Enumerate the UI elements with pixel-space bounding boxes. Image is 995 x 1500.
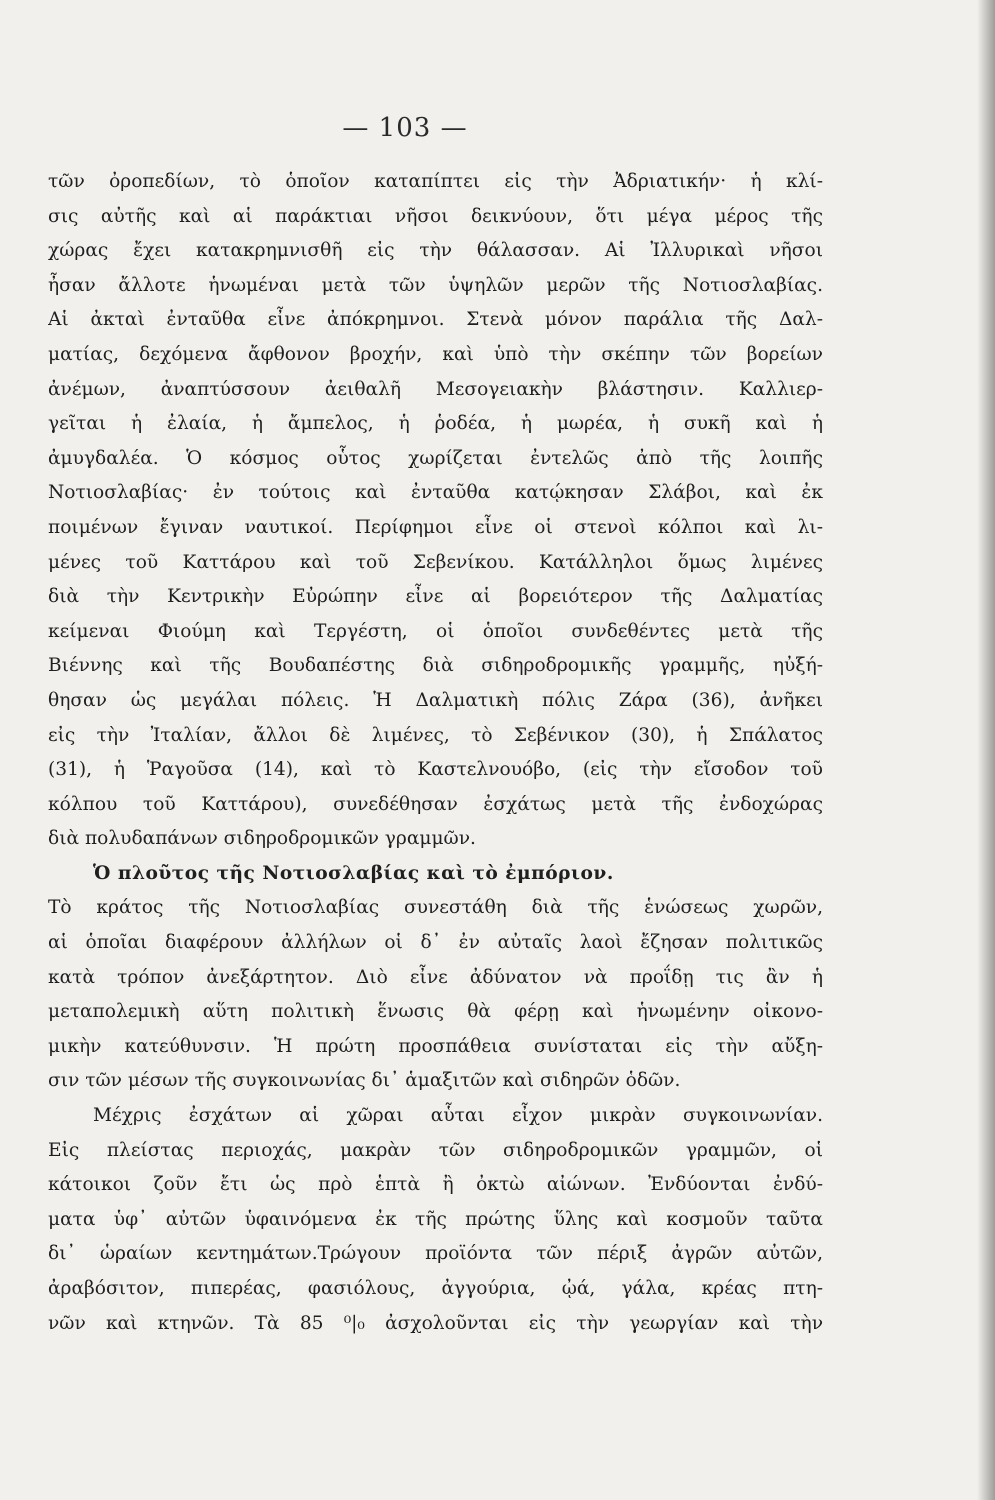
text-line: κείμεναι Φιούμη καὶ Τεργέστη, οἱ ὁποῖοι συνδεθέντες μετὰ τῆς xyxy=(48,620,823,642)
text-line: Βιέννης καὶ τῆς Βουδαπέστης διὰ σιδηροδρομικῆς γραμμῆς, ηὐξή- xyxy=(48,655,823,677)
text-line: διὰ πολυδαπάνων σιδηροδρομικῶν γραμμῶν. xyxy=(48,828,476,850)
section-heading: Ὁ πλοῦτος τῆς Νοτιοσλαβίας καὶ τὸ ἐμπόριον. xyxy=(93,862,614,884)
text-line: κόλπου τοῦ Καττάρου), συνεδέθησαν ἐσχάτως μετὰ τῆς ἐνδοχώρας xyxy=(48,793,823,815)
text-line: ἀραβόσιτον, πιπερέας, φασιόλους, ἀγγούρια, ᾠά, γάλα, κρέας πτη- xyxy=(48,1278,823,1299)
text-line: Τὸ κράτος τῆς Νοτιοσλαβίας συνεστάθη διὰ τῆς ἑνώσεως χωρῶν, xyxy=(48,897,823,919)
text-line: ματίας, δεχόμενα ἄφθονον βροχήν, καὶ ὑπὸ τὴν σκέπην τῶν βορείων xyxy=(48,343,823,365)
text-line: μικὴν κατεύθυνσιν. Ἡ πρώτη προσπάθεια συνίσταται εἰς τὴν αὔξη- xyxy=(48,1035,823,1057)
text-line: εἰς τὴν Ἰταλίαν, ἄλλοι δὲ λιμένες, τὸ Σεβένικον (30), ἡ Σπάλατος xyxy=(48,724,823,746)
text-line: ἀμυγδαλέα. Ὁ κόσμος οὗτος χωρίζεται ἐντελῶς ἀπὸ τῆς λοιπῆς xyxy=(48,447,823,469)
body-text xyxy=(48,165,823,1341)
text-line: σις αὐτῆς καὶ αἱ παράκτιαι νῆσοι δεικνύουν, ὅτι μέγα μέρος τῆς xyxy=(48,205,823,227)
text-line: ἦσαν ἄλλοτε ἡνωμέναι μετὰ τῶν ὑψηλῶν μερῶν τῆς Νοτιοσλαβίας. xyxy=(48,274,823,296)
text-line: κατὰ τρόπον ἀνεξάρτητον. Διὸ εἶνε ἀδύνατον νὰ προΐδῃ τις ἂν ἡ xyxy=(48,966,823,988)
text-line: χώρας ἔχει κατακρημνισθῆ εἰς τὴν θάλασσαν. Αἱ Ἰλλυρικαὶ νῆσοι xyxy=(48,240,823,262)
text-line: νῶν καὶ κτηνῶν. Τὰ 85 ⁰|₀ ἀσχολοῦνται εἰς τὴν γεωργίαν καὶ τὴν xyxy=(48,1312,823,1334)
text-line: αἱ ὁποῖαι διαφέρουν ἀλλήλων οἱ δ᾽ ἐν αὐταῖς λαοὶ ἔζησαν πολιτικῶς xyxy=(48,932,823,954)
text-line: δι᾽ ὡραίων κεντημάτων.Τρώγουν προϊόντα τῶν πέριξ ἀγρῶν αὐτῶν, xyxy=(48,1243,823,1265)
text-line: διὰ τὴν Κεντρικὴν Εὐρώπην εἶνε αἱ βορειότερον τῆς Δαλματίας xyxy=(48,586,823,608)
text-line: ποιμένων ἔγιναν ναυτικοί. Περίφημοι εἶνε οἱ στενοὶ κόλποι καὶ λι- xyxy=(48,516,823,538)
text-line: γεῖται ἡ ἐλαία, ἡ ἄμπελος, ἡ ῥοδέα, ἡ μωρέα, ἡ συκῆ καὶ ἡ xyxy=(48,413,823,435)
text-line: ἀνέμων, ἀναπτύσσουν ἀειθαλῆ Μεσογειακὴν βλάστησιν. Καλλιερ- xyxy=(48,378,823,400)
page-number: — 103 — xyxy=(342,113,468,143)
text-line: Μέχρις ἐσχάτων αἱ χῶραι αὗται εἶχον μικρὰν συγκοινωνίαν. xyxy=(93,1105,823,1127)
text-line: κάτοικοι ζοῦν ἔτι ὡς πρὸ ἑπτὰ ἢ ὀκτὼ αἰώνων. Ἐνδύονται ἐνδύ- xyxy=(48,1174,823,1196)
text-line: Εἰς πλείστας περιοχάς, μακρὰν τῶν σιδηροδρομικῶν γραμμῶν, οἱ xyxy=(48,1139,823,1161)
text-line: Νοτιοσλαβίας· ἐν τούτοις καὶ ἐνταῦθα κατῴκησαν Σλάβοι, καὶ ἐκ xyxy=(48,482,823,504)
text-line: Αἱ ἀκταὶ ἐνταῦθα εἶνε ἀπόκρημνοι. Στενὰ μόνον παράλια τῆς Δαλ- xyxy=(48,309,823,331)
text-line: ματα ὑφ᾽ αὐτῶν ὑφαινόμενα ἐκ τῆς πρώτης ὕλης καὶ κοσμοῦν ταῦτα xyxy=(48,1208,823,1230)
text-line: τῶν ὀροπεδίων, τὸ ὁποῖον καταπίπτει εἰς τὴν Ἀδριατικήν· ἡ κλί- xyxy=(48,171,823,192)
text-line: (31), ἡ Ῥαγοῦσα (14), καὶ τὸ Καστελνουόβο, (εἰς τὴν εἴσοδον τοῦ xyxy=(48,759,823,781)
text-line: σιν τῶν μέσων τῆς συγκοινωνίας δι᾽ ἁμαξιτῶν καὶ σιδηρῶν ὁδῶν. xyxy=(48,1070,681,1092)
text-line: μένες τοῦ Καττάρου καὶ τοῦ Σεβενίκου. Κατάλληλοι ὅμως λιμένες xyxy=(48,551,823,573)
text-line: θησαν ὡς μεγάλαι πόλεις. Ἡ Δαλματικὴ πόλις Ζάρα (36), ἀνῆκει xyxy=(48,689,823,711)
text-line: μεταπολεμικὴ αὕτη πολιτικὴ ἕνωσις θὰ φέρῃ καὶ ἡνωμένην οἰκονο- xyxy=(48,1001,823,1023)
